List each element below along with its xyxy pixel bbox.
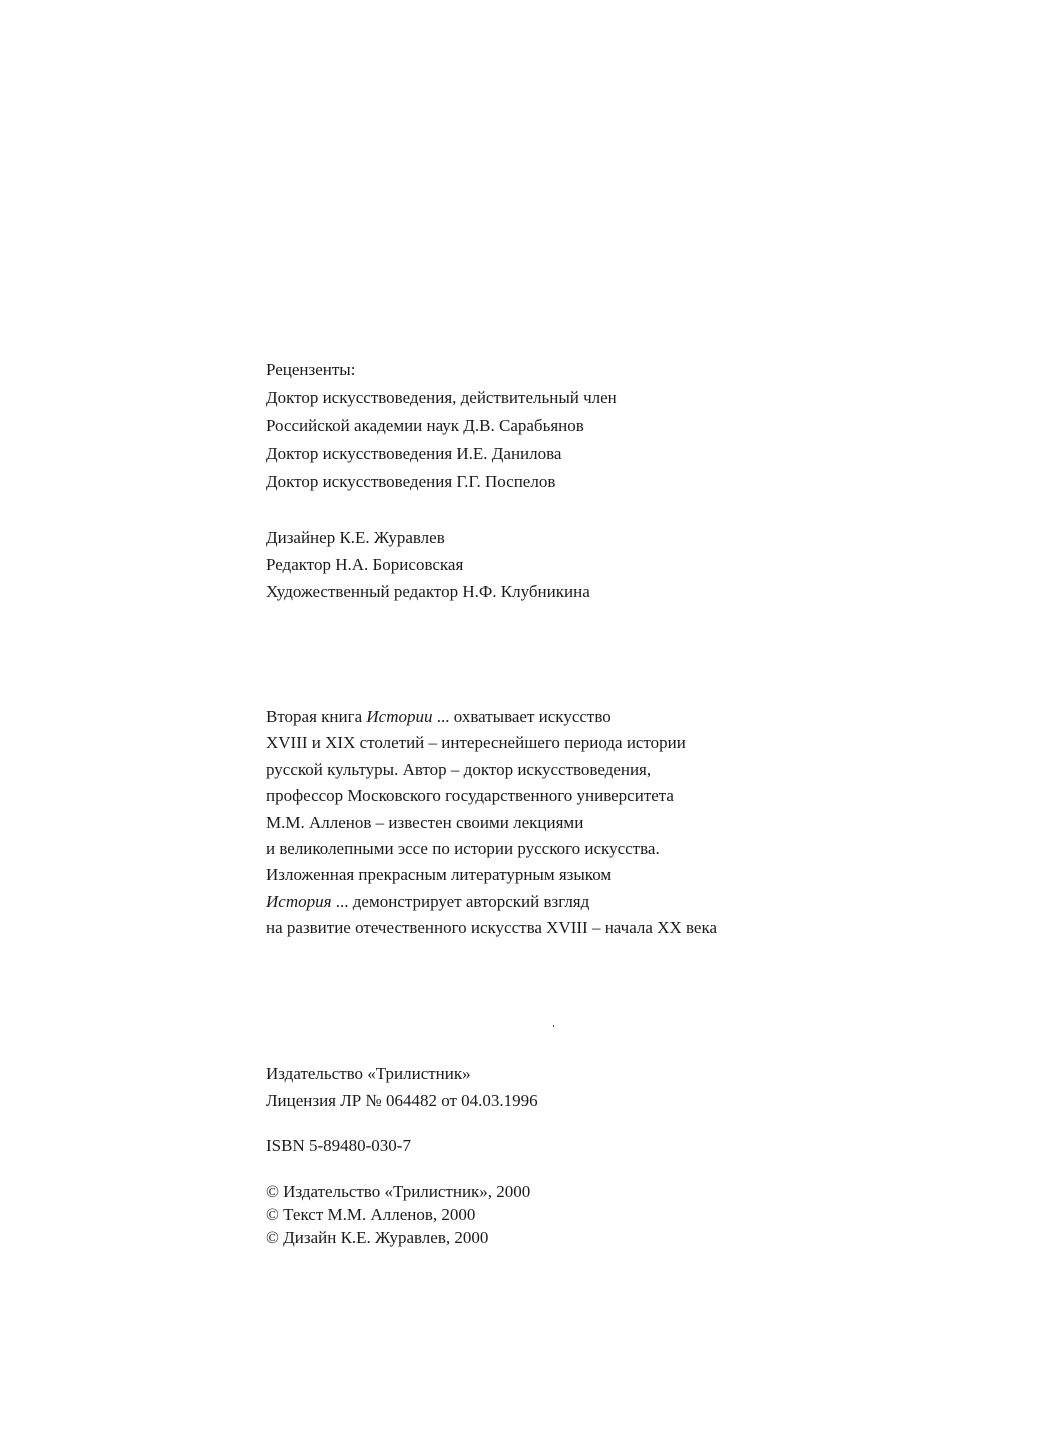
annotation-line: профессор Московского государственного университета <box>266 786 674 806</box>
annotation-block <box>266 704 717 942</box>
reviewers-block <box>266 356 617 496</box>
annotation-line: и великолепными эссе по истории русского искусства. <box>266 839 660 859</box>
reviewer-line: Доктор искусствоведения Г.Г. Поспелов <box>266 472 556 491</box>
reviewer-line: Российской академии наук Д.В. Сарабьянов <box>266 416 584 435</box>
annotation-line <box>266 889 717 915</box>
isbn-number: ISBN 5-89480-030-7 <box>266 1136 411 1155</box>
annotation-line: М.М. Алленов – известен своими лекциями <box>266 812 584 832</box>
publisher-block <box>266 1060 538 1114</box>
annotation-line: Изложенная прекрасным литературным языком <box>266 865 612 885</box>
reviewer-line: Доктор искусствоведения И.Е. Данилова <box>266 444 562 463</box>
copyright-line: © Дизайн К.Е. Журавлев, 2000 <box>266 1228 489 1247</box>
annotation-line: XVIII и XIX столетий – интереснейшего периода истории <box>266 733 686 753</box>
annotation-line <box>266 704 717 730</box>
copyright-block <box>266 1180 530 1249</box>
copyright-line: © Издательство «Трилистник», 2000 <box>266 1182 531 1201</box>
publisher-name: Издательство «Трилистник» <box>266 1064 471 1083</box>
publisher-license: Лицензия ЛР № 064482 от 04.03.1996 <box>266 1091 538 1110</box>
editor-credit: Редактор Н.А. Борисовская <box>266 555 464 574</box>
isbn-block <box>266 1132 411 1159</box>
credits-block <box>266 524 590 605</box>
book-title-italic: История <box>266 891 332 911</box>
reviewers-heading: Рецензенты: <box>266 360 356 379</box>
reviewer-line: Доктор искусствоведения, действительный член <box>266 388 617 407</box>
annotation-text: ... демонстрирует авторский взгляд <box>331 891 590 911</box>
print-speck <box>553 1025 554 1027</box>
art-editor-credit: Художественный редактор Н.Ф. Клубникина <box>266 582 590 601</box>
annotation-line: русской культуры. Автор – доктор искусствоведения, <box>266 759 652 779</box>
annotation-text: Вторая книга <box>266 707 367 726</box>
annotation-line: на развитие отечественного искусства XVIII – начала XX века <box>266 918 718 938</box>
book-title-italic: Истории <box>366 707 433 726</box>
designer-credit: Дизайнер К.Е. Журавлев <box>266 528 445 547</box>
annotation-text: ... охватывает искусство <box>432 707 611 726</box>
copyright-line: © Текст М.М. Алленов, 2000 <box>266 1205 476 1224</box>
